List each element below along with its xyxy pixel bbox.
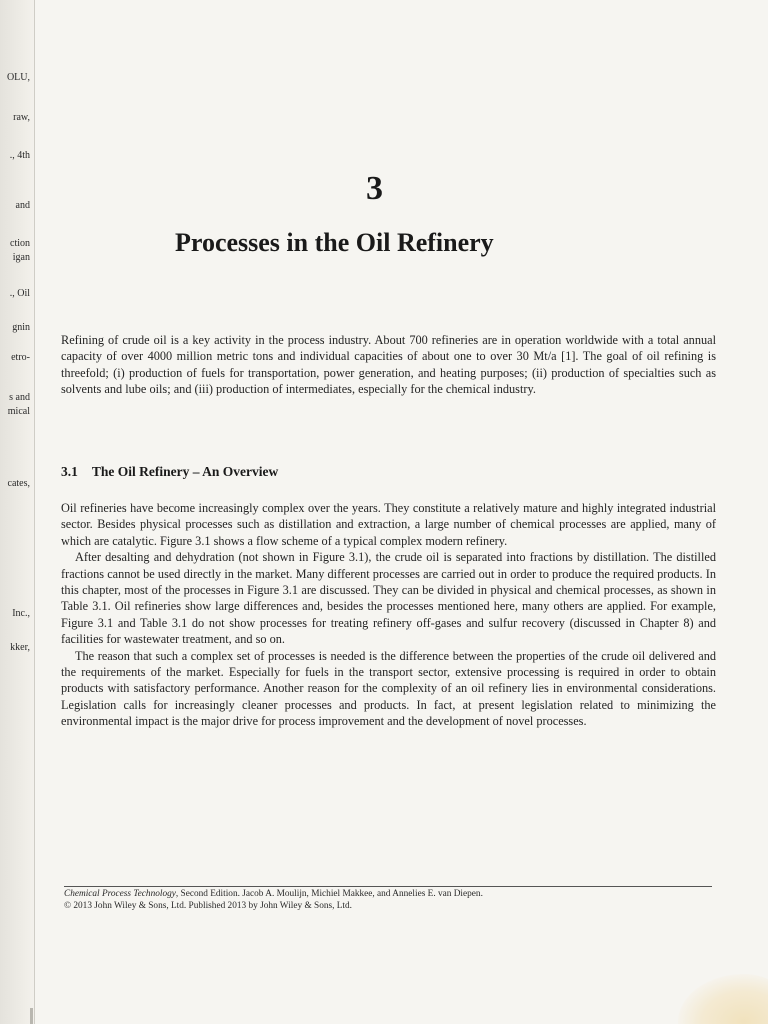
book-title: Chemical Process Technology [64,889,176,899]
intro-paragraph: Refining of crude oil is a key activity in the process industry. About 700 refineries are in operation worldwide with a total annual capacity of over 4000 million metric tons and individual capacities of about one to over 30 Mt/a [1]. The goal of oil refining is threefold; (i) production of fuels for transportation, power generation, and heating purposes; (ii) production of specialties such as solvents and lube oils; and (iii) production of intermediates, especially for the chemical industry. [61,333,716,397]
chapter-number: 3 [366,170,383,207]
binding-mark [30,1008,33,1024]
gutter-fragment: raw, [13,112,30,123]
section-heading [61,464,278,480]
gutter-fragment: ., Oil [9,288,30,299]
body-paragraph: The reason that such a complex set of processes is needed is the difference between the properties of the crude oil delivered and the requirements of the market. Especially for fuels in the transport sector, extensive processing is required in order to obtain products with satisfactory performance. Another reason for the complexity of an oil refinery lies in environmental considerations. Legislation calls for increasingly cleaner processes and products. In fact, at present legislation related to minimizing the environmental impact is the major drive for process improvement and the development of novel processes. [61,648,716,729]
gutter-fragment: cates, [7,478,30,489]
gutter-fragment: Inc., [12,608,30,619]
gutter-fragment: ction [10,238,30,249]
gutter-fragment: etro- [11,352,30,363]
chapter-title: Processes in the Oil Refinery [175,228,494,257]
gutter-fragment: OLU, [6,72,30,83]
footnote-edition: , Second Edition. Jacob A. Moulijn, Michiel Makkee, and Annelies E. van Diepen. [175,889,483,899]
gutter-fragment: s and [9,392,30,403]
body-paragraph: Oil refineries have become increasingly complex over the years. They constitute a relatively mature and highly integrated industrial sector. Besides physical processes such as distillation and extraction, a large number of chemical processes are applied, many of which are catalytic. Figure 3.1 shows a flow scheme of a typical complex modern refinery. [61,501,716,548]
gutter-fragment: igan [12,252,30,263]
gutter-fragment: and [15,200,30,211]
footnote-line-2: © 2013 John Wiley & Sons, Ltd. Published 2013 by John Wiley & Sons, Ltd. [64,901,352,911]
body-paragraph: After desalting and dehydration (not shown in Figure 3.1), the crude oil is separated into fractions by distillation. The distilled fractions cannot be used directly in the market. Many different processes are carried out in order to produce the required products. In this chapter, most of the processes in Figure 3.1 are discussed. They can be divided in physical and chemical processes, as shown in Table 3.1. Oil refineries show large differences and, besides the processes mentioned here, many others are applied. For example, Figure 3.1 and Table 3.1 do not show processes for treating refinery off-gases and sulfur recovery (discussed in Chapter 8) and facilities for wastewater treatment, and so on. [61,550,716,647]
paper-stain [678,974,768,1024]
gutter-fragment: kker, [10,642,30,653]
section-body [61,500,716,730]
footnote-line-1 [64,888,664,900]
section-number: 3.1 [61,464,78,479]
facing-page-gutter [0,0,35,1024]
gutter-fragment: mical [7,406,30,417]
copyright-footnote [64,888,664,912]
footnote-rule [64,886,712,887]
gutter-fragment: ., 4th [9,150,30,161]
section-title: The Oil Refinery – An Overview [91,464,279,479]
gutter-fragment: gnin [12,322,30,333]
